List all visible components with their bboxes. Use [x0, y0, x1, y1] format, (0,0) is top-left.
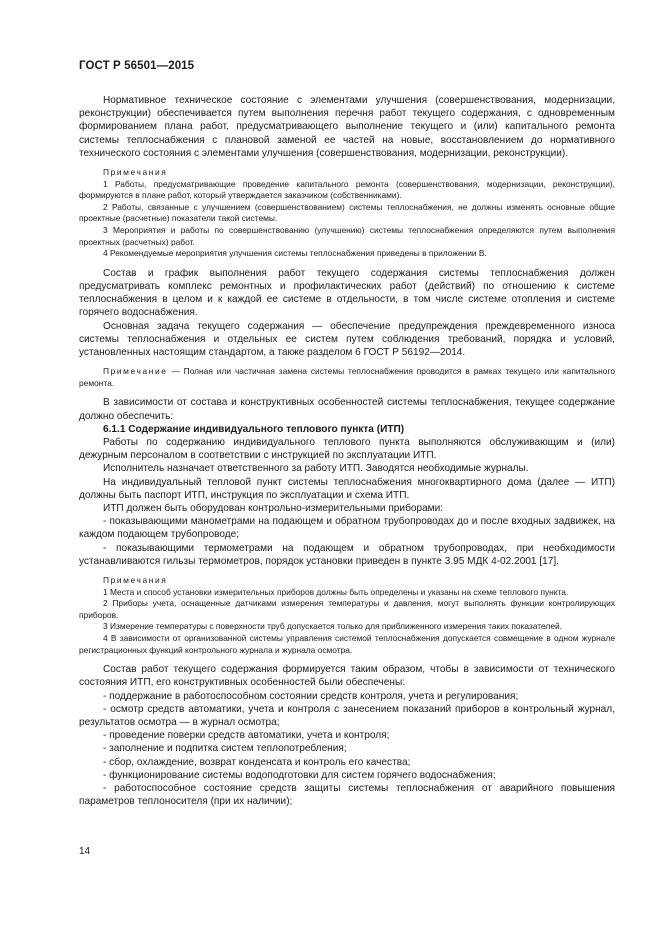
note-item: 1 Работы, предусматривающие проведение капитального ремонта (совершенствования, модернизации, реконструкции), формируются в плане работ, который утверждается заказчиком (собственниками).: [79, 178, 615, 201]
note-item: 2 Работы, связанные с улучшением (совершенствованием) системы теплоснабжения, не должны изменять основные общие проектные (расчетные) показатели такой системы.: [79, 201, 615, 224]
note-item: 2 Приборы учета, оснащенные датчиками измерения температуры и давления, могут выполнять функции контролирующих приборов.: [79, 598, 615, 620]
bullet-item: - поддержание в работоспособном состоянии средств контроля, учета и регулирования;: [103, 690, 519, 702]
inline-note: [79, 366, 615, 389]
bullet-item: - сбор, охлаждение, возврат конденсата и контроль его качества;: [103, 756, 411, 768]
bullet-item: - функционирование системы водоподготовки для систем горячего водоснабжения;: [103, 769, 496, 781]
notes-title: Примечания: [103, 167, 168, 178]
paragraph: В зависимости от состава и конструктивных особенностей системы теплоснабжения, текущее содержание должно обеспечить:: [79, 397, 615, 422]
paragraph: Исполнитель назначает ответственного за работу ИТП. Заводятся необходимые журналы.: [103, 463, 529, 475]
bullet-item: - показывающими манометрами на подающем и обратном трубопроводах до и после входных задвижек, на каждом подающем трубопроводе;: [79, 516, 615, 541]
page-number: 14: [79, 846, 91, 857]
note-item: 4 В зависимости от организованной системы управления системой теплоснабжения допускается совмещение в одном журнале регистрационных функций контрольного журнала и журнала осмотра.: [79, 632, 615, 655]
notes-title: Примечания: [103, 575, 168, 586]
note-item: 4 Рекомендуемые мероприятия улучшения системы теплоснабжения приведены в приложении В.: [103, 248, 487, 259]
document-header: ГОСТ Р 56501—2015: [79, 60, 195, 72]
note-item: 3 Измерение температуры с поверхности труб допускается только для приближенного измерения таких показателей.: [103, 621, 562, 632]
section-heading: 6.1.1 Содержание индивидуального теплового пункта (ИТП): [103, 423, 405, 435]
note-text: — Полная или частичная замена системы теплоснабжения проводится в рамках текущего или капитального ремонта.: [79, 366, 615, 388]
paragraph: ИТП должен быть оборудован контрольно-измерительными приборами:: [103, 503, 444, 514]
note-item: 3 Мероприятия и работы по совершенствованию (улучшению) системы теплоснабжения определяются путем выполнения проектных (расчетных) работ.: [79, 224, 615, 247]
bullet-item: - показывающими термометрами на подающем и обратном трубопроводах, при необходимости устанавливаются гильзы термометров, порядок установки приведен в пункте 3.95 МДК 4-02.2001 [17].: [79, 542, 615, 567]
paragraph: На индивидуальный тепловой пункт системы теплоснабжения многоквартирного дома (далее — ИТП) должны быть паспорт ИТП, инструкция по эксплуатации и схема ИТП.: [79, 476, 615, 501]
paragraph: Нормативное техническое состояние с элементами улучшения (совершенствования, модернизации, реконструкции) обеспечивается путем выполнения перечня работ текущего содержания, с одновременным формированием плана работ, предусматривающего выполнение текущего и (или) капитального ремонта системы теплоснабжения с плановой заменой ее частей на новые, восстановлением до нормативного технического состояния с элементами улучшения (совершенствования, модернизации, реконструкции).: [79, 95, 615, 159]
bullet-item: - заполнение и подпитка систем теплопотребления;: [103, 743, 347, 755]
bullet-item: - работоспособное состояние средств защиты системы теплоснабжения от аварийного повышения параметров теплоносителя (при их наличии);: [79, 783, 615, 808]
paragraph: Работы по содержанию индивидуального теплового пункта выполняются обслуживающим и (или) дежурным персоналом в соответствии с инструкцией по эксплуатации ИТП.: [79, 436, 615, 462]
note-label: Примечание: [103, 366, 168, 377]
paragraph: Состав и график выполнения работ текущего содержания системы теплоснабжения должен предусматривать комплекс ремонтных и профилактических работ (действий) по отношению к системе теплоснабжения в целом и к каждой ее системе в отдельности, в том числе системе отопления и системе горячего водоснабжения.: [79, 267, 615, 319]
page-content: [79, 94, 615, 808]
paragraph: Основная задача текущего содержания — обеспечение предупреждения преждевременного износа системы теплоснабжения и отдельных ее систем путем соблюдения требований, порядка и условий, установленных настоящим стандартом, а также разделом 6 ГОСТ Р 56192—2014.: [79, 320, 615, 358]
bullet-item: - осмотр средств автоматики, учета и контроля с занесением показаний приборов в контрольный журнал, результатов осмотра — в журнал осмотра;: [79, 703, 615, 728]
note-item: 1 Места и способ установки измерительных приборов должны быть определены и указаны на схеме теплового пункта.: [103, 586, 569, 597]
paragraph: Состав работ текущего содержания формируется таким образом, чтобы в зависимости от технического состояния ИТП, его конструктивных особенностей были обеспечены:: [79, 664, 615, 689]
bullet-item: - проведение поверки средств автоматики, учета и контроля;: [103, 730, 390, 742]
